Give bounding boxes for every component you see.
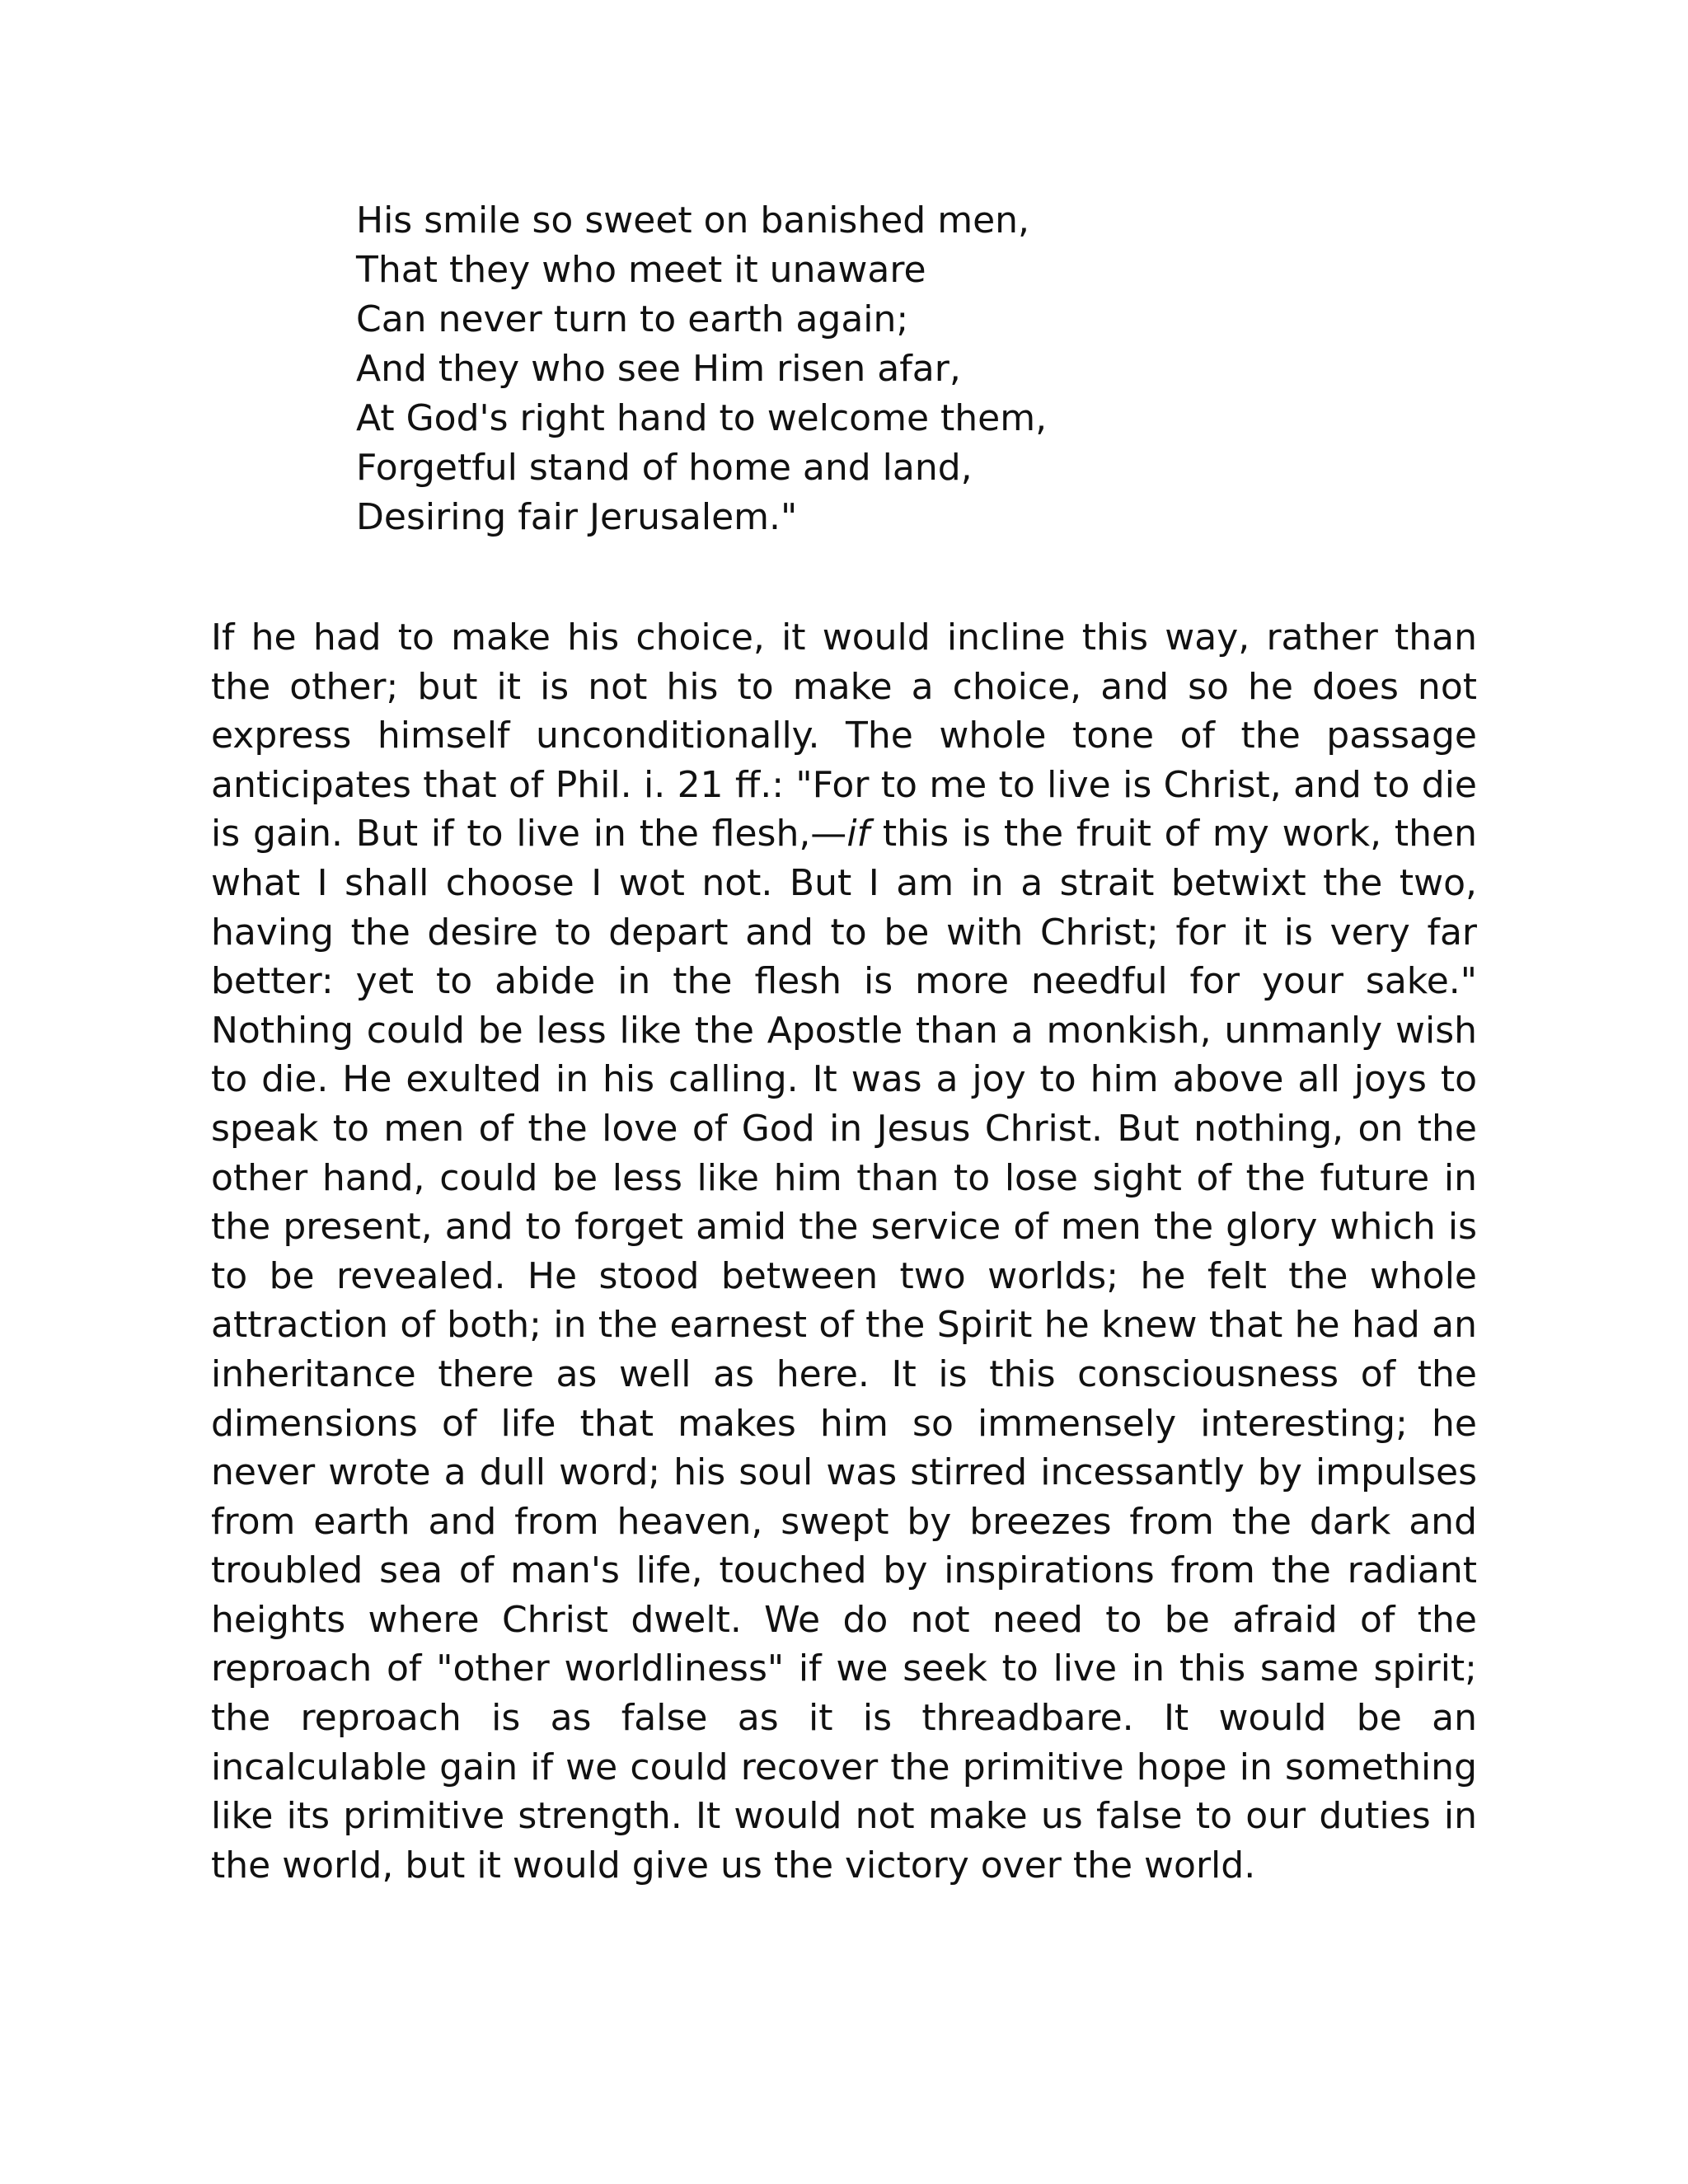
body-text-part-2: this is the fruit of my work, then what I shall choose I wot not. But I am in a strait betwixt the two, having the desire to depart and to be with Christ; for it is very far better: yet to abide in the flesh is more needful for your sake." Nothing could be less like the Apostle than a monkish, unmanly wish to die. He exulted in his calling. It was a joy to him above all joys to speak to men of the love of God in Jesus Christ. But nothing, on the other hand, could be less like him than to lose sight of the future in the present, and to forget amid the service of men the glory which is to be revealed. He stood between two worlds; he felt the whole attraction of both; in the earnest of the Spirit he knew that he had an inheritance there as well as here. It is this consciousness of the dimensions of life that makes him so immensely interesting; he never wrote a dull word; his soul was stirred incessantly by impulses from earth and from heaven, swept by breezes from the dark and troubled sea of man's life, touched by inspirations from the radiant heights where Christ dwelt. We do not need to be afraid of the reproach of "other worldliness" if we seek to live in this same spirit; the reproach is as false as it is threadbare. It would be an incalculable gain if we could recover the primitive hope in something like its primitive strength. It would not make us false to our duties in the world, but it would give us the victory over the world. <box>211 813 1477 1886</box>
poem-line: And they who see Him risen afar, <box>356 348 961 390</box>
poem-quotation <box>356 196 1263 542</box>
poem-line: That they who meet it unaware <box>356 249 926 291</box>
emphasized-word: if <box>846 813 870 855</box>
poem-line: Forgetful stand of home and land, <box>356 447 973 489</box>
poem-line: His smile so sweet on banished men, <box>356 199 1030 241</box>
body-text-part-1: If he had to make his choice, it would incline this way, rather than the other; but it is not his to make a choice, and so he does not express himself unconditionally. The whole tone of the passage anticipates that of Phil. i. 21 ff.: "For to me to live is Christ, and to die is gain. But if to live in the flesh,— <box>211 616 1477 855</box>
body-paragraph <box>211 613 1477 1890</box>
poem-line: Desiring fair Jerusalem." <box>356 496 798 538</box>
poem-line: At God's right hand to welcome them, <box>356 397 1048 439</box>
poem-line: Can never turn to earth again; <box>356 298 909 340</box>
